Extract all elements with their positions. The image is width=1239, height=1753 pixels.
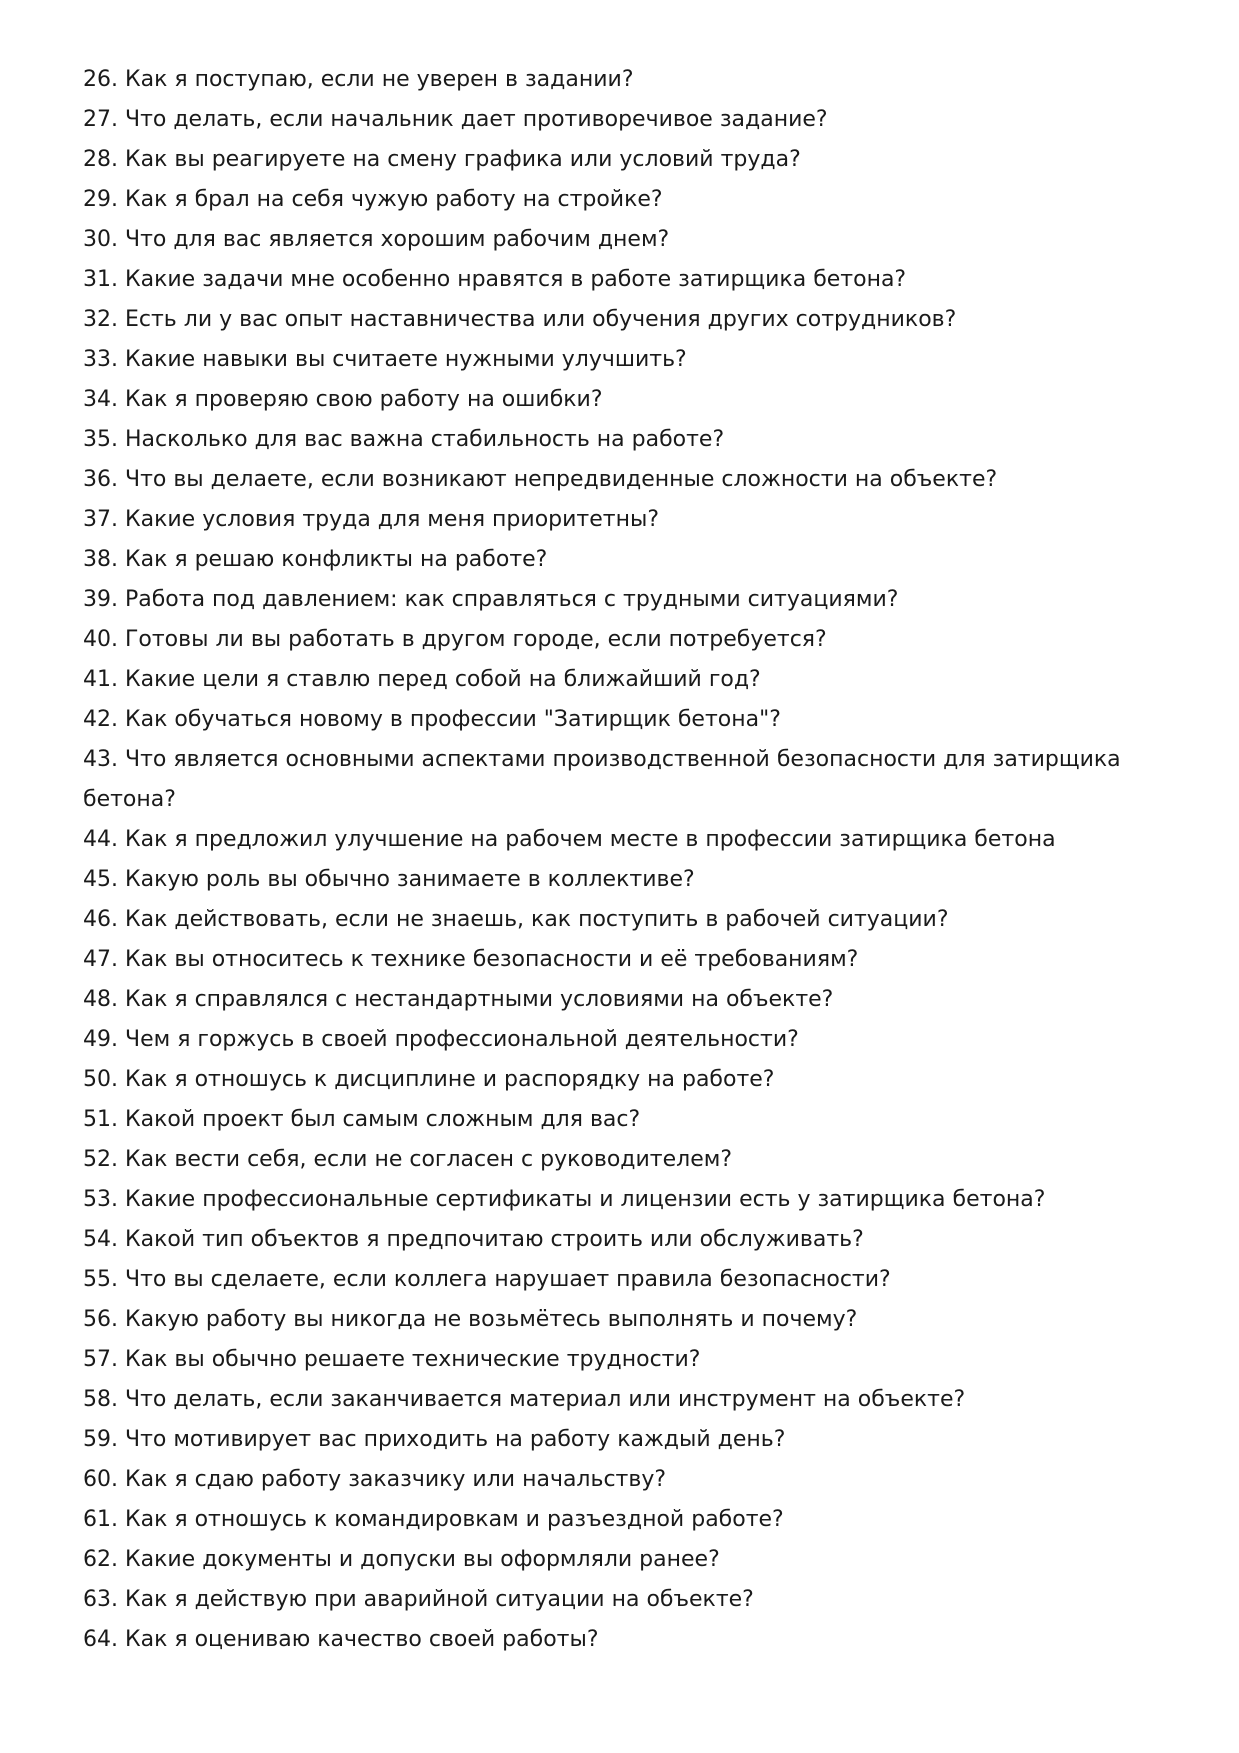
- question-item: 52. Как вести себя, если не согласен с руководителем?: [83, 1147, 733, 1172]
- question-item: 50. Как я отношусь к дисциплине и распорядку на работе?: [83, 1067, 775, 1092]
- question-item: 36. Что вы делаете, если возникают непредвиденные сложности на объекте?: [83, 467, 998, 492]
- question-item: 51. Какой проект был самым сложным для вас?: [83, 1107, 641, 1132]
- question-item: 47. Как вы относитесь к технике безопасности и её требованиям?: [83, 947, 859, 972]
- question-item: 55. Что вы сделаете, если коллега нарушает правила безопасности?: [83, 1267, 891, 1292]
- question-item: 63. Как я действую при аварийной ситуации на объекте?: [83, 1587, 754, 1612]
- question-item: 57. Как вы обычно решаете технические трудности?: [83, 1347, 701, 1372]
- question-item: 59. Что мотивирует вас приходить на работу каждый день?: [83, 1427, 786, 1452]
- question-item: 38. Как я решаю конфликты на работе?: [83, 547, 548, 572]
- question-item: 39. Работа под давлением: как справляться с трудными ситуациями?: [83, 587, 899, 612]
- question-item: 27. Что делать, если начальник дает противоречивое задание?: [83, 107, 828, 132]
- question-item: 33. Какие навыки вы считаете нужными улучшить?: [83, 347, 687, 372]
- question-item: 26. Как я поступаю, если не уверен в задании?: [83, 67, 634, 92]
- question-item: 41. Какие цели я ставлю перед собой на ближайший год?: [83, 667, 761, 692]
- question-item: 45. Какую роль вы обычно занимаете в коллективе?: [83, 867, 695, 892]
- question-item: 58. Что делать, если заканчивается материал или инструмент на объекте?: [83, 1387, 966, 1412]
- question-item: 48. Как я справлялся с нестандартными условиями на объекте?: [83, 987, 834, 1012]
- question-item: 29. Как я брал на себя чужую работу на стройке?: [83, 187, 663, 212]
- question-list: [83, 60, 1163, 1660]
- question-item: 46. Как действовать, если не знаешь, как поступить в рабочей ситуации?: [83, 907, 949, 932]
- question-item: 37. Какие условия труда для меня приоритетны?: [83, 507, 660, 532]
- question-item: 43. Что является основными аспектами производственной безопасности для затирщика бетона?: [83, 747, 1121, 812]
- question-item: 34. Как я проверяю свою работу на ошибки?: [83, 387, 603, 412]
- question-item: 31. Какие задачи мне особенно нравятся в работе затирщика бетона?: [83, 267, 907, 292]
- question-item: 54. Какой тип объектов я предпочитаю строить или обслуживать?: [83, 1227, 864, 1252]
- question-item: 49. Чем я горжусь в своей профессиональной деятельности?: [83, 1027, 799, 1052]
- question-item: 53. Какие профессиональные сертификаты и лицензии есть у затирщика бетона?: [83, 1187, 1046, 1212]
- question-item: 44. Как я предложил улучшение на рабочем месте в профессии затирщика бетона: [83, 827, 1056, 852]
- question-item: 60. Как я сдаю работу заказчику или начальству?: [83, 1467, 667, 1492]
- question-item: 64. Как я оцениваю качество своей работы?: [83, 1627, 599, 1652]
- question-item: 40. Готовы ли вы работать в другом городе, если потребуется?: [83, 627, 827, 652]
- question-item: 35. Насколько для вас важна стабильность на работе?: [83, 427, 725, 452]
- question-item: 62. Какие документы и допуски вы оформляли ранее?: [83, 1547, 720, 1572]
- question-item: 30. Что для вас является хорошим рабочим днем?: [83, 227, 670, 252]
- question-item: 32. Есть ли у вас опыт наставничества или обучения других сотрудников?: [83, 307, 957, 332]
- question-item: 61. Как я отношусь к командировкам и разъездной работе?: [83, 1507, 784, 1532]
- question-item: 28. Как вы реагируете на смену графика или условий труда?: [83, 147, 801, 172]
- question-item: 56. Какую работу вы никогда не возьмётесь выполнять и почему?: [83, 1307, 858, 1332]
- question-item: 42. Как обучаться новому в профессии "Затирщик бетона"?: [83, 707, 781, 732]
